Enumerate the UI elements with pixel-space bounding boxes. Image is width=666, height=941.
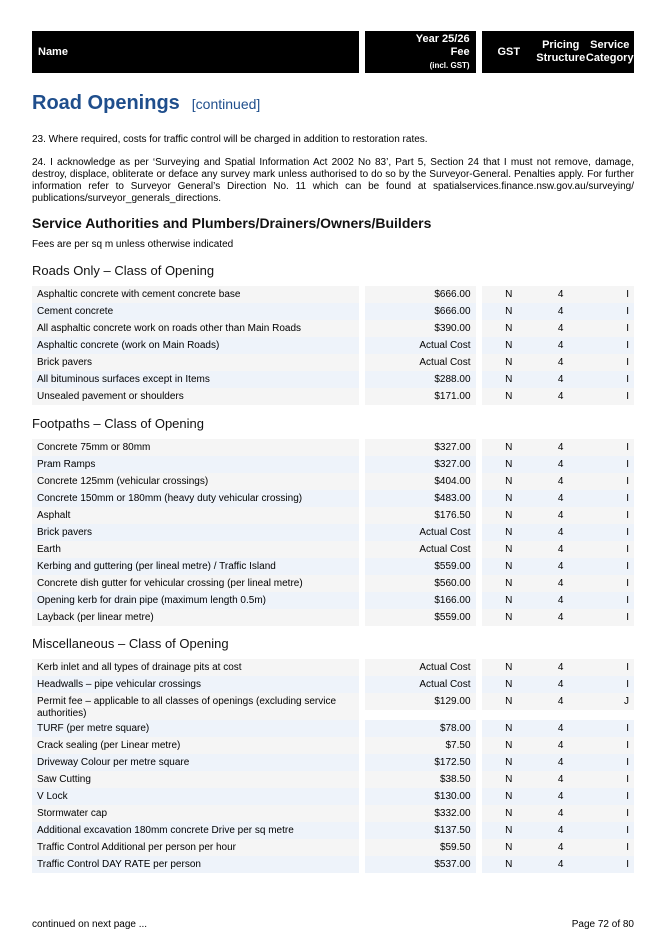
gst-cell: N <box>482 720 536 737</box>
page-title <box>32 92 260 115</box>
item-name: Pram Ramps <box>32 456 359 473</box>
fee-cell: $327.00 <box>365 456 476 473</box>
table-row <box>32 676 634 693</box>
header-fee <box>365 31 476 73</box>
pricing-cell: 4 <box>536 592 585 609</box>
category-cell: I <box>585 524 634 541</box>
item-name: Crack sealing (per Linear metre) <box>32 737 359 754</box>
table-row <box>32 720 634 737</box>
item-name: All asphaltic concrete work on roads other than Main Roads <box>32 320 359 337</box>
fee-cell: $288.00 <box>365 371 476 388</box>
pricing-cell: 4 <box>536 439 585 456</box>
category-cell: I <box>585 659 634 676</box>
fee-cell: $38.50 <box>365 771 476 788</box>
item-name: V Lock <box>32 788 359 805</box>
pricing-cell: 4 <box>536 303 585 320</box>
gst-cell: N <box>482 805 536 822</box>
pricing-cell: 4 <box>536 754 585 771</box>
gst-cell: N <box>482 693 536 710</box>
category-cell: I <box>585 839 634 856</box>
item-name: Headwalls – pipe vehicular crossings <box>32 676 359 693</box>
gst-cell: N <box>482 371 536 388</box>
category-cell: I <box>585 754 634 771</box>
pricing-cell: 4 <box>536 720 585 737</box>
category-cell: I <box>585 805 634 822</box>
gst-cell: N <box>482 788 536 805</box>
pricing-cell: 4 <box>536 337 585 354</box>
pricing-cell: 4 <box>536 575 585 592</box>
gst-cell: N <box>482 558 536 575</box>
pricing-cell: 4 <box>536 609 585 626</box>
pricing-cell: 4 <box>536 805 585 822</box>
category-cell: I <box>585 822 634 839</box>
paragraph-24: 24. I acknowledge as per ‘Surveying and Spatial Information Act 2002 No 83’, Part 5, Section 24 that I must not remove, damage, destroy, displace, obliterate or deface any survey mark unless authorised to do so by the Surveyor-General. Penalties apply. For further information refer to Surveyor General’s Direction No. 11 which can be found at spatialservices.finance.nsw.gov.au/surveying/ publications/surveyor_generals_directions. <box>32 157 634 204</box>
item-name: Opening kerb for drain pipe (maximum length 0.5m) <box>32 592 359 609</box>
pricing-cell: 4 <box>536 822 585 839</box>
category-cell: I <box>585 676 634 693</box>
category-cell: I <box>585 541 634 558</box>
fee-cell: $404.00 <box>365 473 476 490</box>
footer-continued: continued on next page ... <box>32 919 148 930</box>
table-row <box>32 609 634 626</box>
item-name: Brick pavers <box>32 524 359 541</box>
gst-cell: N <box>482 609 536 626</box>
item-name: Cement concrete <box>32 303 359 320</box>
table-row <box>32 558 634 575</box>
category-cell: I <box>585 720 634 737</box>
category-cell: I <box>585 473 634 490</box>
category-cell: I <box>585 337 634 354</box>
item-name: All bituminous surfaces except in Items <box>32 371 359 388</box>
pricing-cell: 4 <box>536 354 585 371</box>
table-row <box>32 354 634 371</box>
gst-cell: N <box>482 737 536 754</box>
gst-cell: N <box>482 439 536 456</box>
pricing-cell: 4 <box>536 320 585 337</box>
table-header <box>32 31 634 73</box>
fee-cell: $390.00 <box>365 320 476 337</box>
category-cell: I <box>585 771 634 788</box>
header-gst: GST <box>482 31 536 73</box>
gst-cell: N <box>482 575 536 592</box>
table-row <box>32 592 634 609</box>
pricing-cell: 4 <box>536 788 585 805</box>
pricing-cell: 4 <box>536 771 585 788</box>
header-pricing-line1: Pricing <box>542 39 580 51</box>
table-row <box>32 754 634 771</box>
item-name: Brick pavers <box>32 354 359 371</box>
fee-cell: $7.50 <box>365 737 476 754</box>
header-category-line2: Category <box>585 52 634 64</box>
category-cell: I <box>585 609 634 626</box>
gst-cell: N <box>482 754 536 771</box>
fee-cell: Actual Cost <box>365 337 476 354</box>
pricing-cell: 4 <box>536 286 585 303</box>
group-heading-miscellaneous: Miscellaneous – Class of Opening <box>32 636 229 651</box>
item-name: Concrete 150mm or 180mm (heavy duty vehicular crossing) <box>32 490 359 507</box>
gst-cell: N <box>482 354 536 371</box>
pricing-cell: 4 <box>536 541 585 558</box>
paragraph-23: 23. Where required, costs for traffic control will be charged in addition to restoration rates. <box>32 134 428 145</box>
fee-cell: Actual Cost <box>365 659 476 676</box>
pricing-cell: 4 <box>536 388 585 405</box>
item-name: Traffic Control Additional per person per hour <box>32 839 359 856</box>
table-row <box>32 337 634 354</box>
gst-cell: N <box>482 822 536 839</box>
item-name: Asphalt <box>32 507 359 524</box>
fee-cell: Actual Cost <box>365 676 476 693</box>
gst-cell: N <box>482 676 536 693</box>
page-title-suffix: [continued] <box>191 96 261 112</box>
table-row <box>32 456 634 473</box>
page-title-text: Road Openings <box>32 92 180 114</box>
header-pricing-structure <box>536 31 585 73</box>
pricing-cell: 4 <box>536 558 585 575</box>
header-fee-label: Fee <box>450 45 470 58</box>
item-name: Permit fee – applicable to all classes of openings (excluding service authorities) <box>32 693 359 720</box>
item-name: Earth <box>32 541 359 558</box>
category-cell: I <box>585 286 634 303</box>
category-cell: I <box>585 737 634 754</box>
gst-cell: N <box>482 490 536 507</box>
pricing-cell: 4 <box>536 490 585 507</box>
fee-cell: $171.00 <box>365 388 476 405</box>
item-name: Stormwater cap <box>32 805 359 822</box>
table-row <box>32 524 634 541</box>
table-row <box>32 771 634 788</box>
fee-cell: $166.00 <box>365 592 476 609</box>
table-row <box>32 839 634 856</box>
category-cell: I <box>585 303 634 320</box>
item-name: Traffic Control DAY RATE per person <box>32 856 359 873</box>
fee-cell: Actual Cost <box>365 354 476 371</box>
table-row <box>32 575 634 592</box>
fee-cell: $560.00 <box>365 575 476 592</box>
header-fee-year: Year 25/26 <box>415 32 470 45</box>
table-row <box>32 659 634 676</box>
gst-cell: N <box>482 856 536 873</box>
fee-cell: $483.00 <box>365 490 476 507</box>
fee-cell: $559.00 <box>365 558 476 575</box>
item-name: Driveway Colour per metre square <box>32 754 359 771</box>
fee-cell: Actual Cost <box>365 524 476 541</box>
item-name: Concrete 75mm or 80mm <box>32 439 359 456</box>
pricing-cell: 4 <box>536 473 585 490</box>
table-row <box>32 822 634 839</box>
fee-cell: $537.00 <box>365 856 476 873</box>
category-cell: I <box>585 388 634 405</box>
category-cell: I <box>585 575 634 592</box>
table-row <box>32 303 634 320</box>
gst-cell: N <box>482 456 536 473</box>
gst-cell: N <box>482 771 536 788</box>
table-row <box>32 473 634 490</box>
category-cell: I <box>585 320 634 337</box>
gst-cell: N <box>482 659 536 676</box>
table-row <box>32 541 634 558</box>
table-row <box>32 286 634 303</box>
gst-cell: N <box>482 473 536 490</box>
pricing-cell: 4 <box>536 856 585 873</box>
category-cell: I <box>585 456 634 473</box>
pricing-cell: 4 <box>536 839 585 856</box>
category-cell: I <box>585 507 634 524</box>
fee-cell: $332.00 <box>365 805 476 822</box>
fee-cell: $59.50 <box>365 839 476 856</box>
category-cell: I <box>585 558 634 575</box>
fee-cell: $559.00 <box>365 609 476 626</box>
group-heading-footpaths: Footpaths – Class of Opening <box>32 416 204 431</box>
gst-cell: N <box>482 507 536 524</box>
item-name: Asphaltic concrete (work on Main Roads) <box>32 337 359 354</box>
item-name: TURF (per metre square) <box>32 720 359 737</box>
pricing-cell: 4 <box>536 737 585 754</box>
gst-cell: N <box>482 541 536 558</box>
gst-cell: N <box>482 337 536 354</box>
table-miscellaneous <box>32 659 634 873</box>
category-cell: I <box>585 856 634 873</box>
fee-cell: Actual Cost <box>365 541 476 558</box>
item-name: Kerbing and guttering (per lineal metre) / Traffic Island <box>32 558 359 575</box>
pricing-cell: 4 <box>536 456 585 473</box>
category-cell: I <box>585 354 634 371</box>
pricing-cell: 4 <box>536 524 585 541</box>
fee-cell: $327.00 <box>365 439 476 456</box>
gst-cell: N <box>482 303 536 320</box>
footer-page-number: Page 72 of 80 <box>571 919 634 930</box>
table-row <box>32 693 634 720</box>
group-heading-roads: Roads Only – Class of Opening <box>32 263 215 278</box>
pricing-cell: 4 <box>536 507 585 524</box>
gst-cell: N <box>482 286 536 303</box>
table-row <box>32 320 634 337</box>
fee-cell: $137.50 <box>365 822 476 839</box>
gst-cell: N <box>482 524 536 541</box>
section-note: Fees are per sq m unless otherwise indicated <box>32 239 234 250</box>
table-footpaths <box>32 439 634 626</box>
item-name: Kerb inlet and all types of drainage pits at cost <box>32 659 359 676</box>
fee-cell: $666.00 <box>365 303 476 320</box>
header-fee-incl-gst: (incl. GST) <box>429 60 470 70</box>
gst-cell: N <box>482 839 536 856</box>
category-cell: I <box>585 592 634 609</box>
table-row <box>32 371 634 388</box>
header-name: Name <box>32 31 359 73</box>
table-row <box>32 737 634 754</box>
table-row <box>32 439 634 456</box>
fee-cell: $130.00 <box>365 788 476 805</box>
item-name: Additional excavation 180mm concrete Drive per sq metre <box>32 822 359 839</box>
category-cell: I <box>585 490 634 507</box>
item-name: Concrete dish gutter for vehicular crossing (per lineal metre) <box>32 575 359 592</box>
fee-cell: $78.00 <box>365 720 476 737</box>
table-row <box>32 507 634 524</box>
header-category-line1: Service <box>590 39 630 51</box>
section-heading: Service Authorities and Plumbers/Drainers/Owners/Builders <box>32 215 432 231</box>
item-name: Unsealed pavement or shoulders <box>32 388 359 405</box>
category-cell: J <box>585 693 634 710</box>
pricing-cell: 4 <box>536 676 585 693</box>
header-service-category <box>586 31 635 73</box>
item-name: Layback (per linear metre) <box>32 609 359 626</box>
table-row <box>32 490 634 507</box>
table-row <box>32 805 634 822</box>
item-name: Concrete 125mm (vehicular crossings) <box>32 473 359 490</box>
pricing-cell: 4 <box>536 659 585 676</box>
header-pricing-line2: Structure <box>536 52 586 64</box>
table-roads <box>32 286 634 405</box>
category-cell: I <box>585 371 634 388</box>
gst-cell: N <box>482 592 536 609</box>
table-row <box>32 856 634 873</box>
gst-cell: N <box>482 388 536 405</box>
gst-cell: N <box>482 320 536 337</box>
item-name: Asphaltic concrete with cement concrete base <box>32 286 359 303</box>
item-name: Saw Cutting <box>32 771 359 788</box>
fee-cell: $666.00 <box>365 286 476 303</box>
category-cell: I <box>585 788 634 805</box>
table-row <box>32 388 634 405</box>
table-row <box>32 788 634 805</box>
category-cell: I <box>585 439 634 456</box>
fee-cell: $172.50 <box>365 754 476 771</box>
fee-cell: $129.00 <box>365 693 476 710</box>
pricing-cell: 4 <box>536 693 585 710</box>
pricing-cell: 4 <box>536 371 585 388</box>
fee-cell: $176.50 <box>365 507 476 524</box>
